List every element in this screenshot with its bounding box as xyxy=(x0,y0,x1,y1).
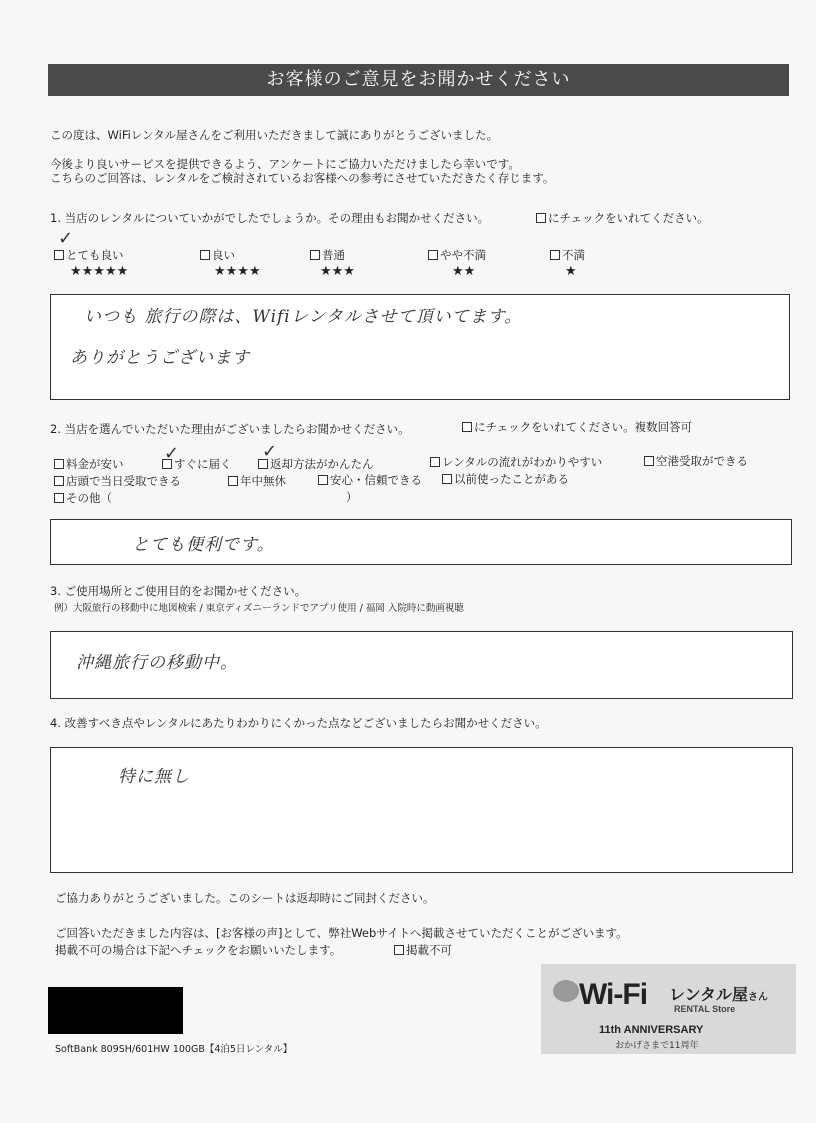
q2-option-other[interactable]: その他（ xyxy=(54,491,112,506)
intro-line-2: 今後より良いサービスを提供できるよう、アンケートにご協力いただけましたら幸いです。 xyxy=(50,157,520,171)
checkbox[interactable] xyxy=(442,474,452,484)
mascot-icon xyxy=(553,980,579,1002)
logo-sub-text: おかげさまで11周年 xyxy=(615,1041,699,1051)
intro-line-1: この度は、WiFiレンタル屋さんをご利用いただきまして誠にありがとうございました。 xyxy=(50,128,499,142)
q1-option-slightly-unsatisfied[interactable]: やや不満 xyxy=(428,248,486,263)
q2-option-used-before[interactable]: 以前使ったことがある xyxy=(442,472,569,487)
stars-4: ★★★★ xyxy=(214,264,261,279)
checkmark-icon: ✓ xyxy=(58,228,74,249)
checkbox[interactable] xyxy=(54,250,64,260)
q2-instruction: にチェックをいれてください。複数回答可 xyxy=(462,420,692,435)
checkbox[interactable] xyxy=(310,250,320,260)
footer-thanks: ご協力ありがとうございました。このシートは返却時にご同封ください。 xyxy=(55,891,435,905)
q2-option-reliable[interactable]: 安心・信頼できる xyxy=(318,473,422,488)
logo-anniversary-text: 11th ANNIVERSARY xyxy=(599,1024,704,1036)
checkbox[interactable] xyxy=(54,476,64,486)
q2-other-close: ） xyxy=(346,490,358,504)
stars-5: ★★★★★ xyxy=(70,264,129,279)
logo-wifi-text: Wi-Fi xyxy=(579,978,648,1011)
checkbox[interactable] xyxy=(394,945,404,955)
stars-1: ★ xyxy=(565,264,577,279)
logo-store-text: RENTAL Store xyxy=(674,1004,736,1014)
stars-2: ★★ xyxy=(452,264,476,279)
q4-answer: 特に無し xyxy=(118,767,190,787)
checkbox[interactable] xyxy=(644,456,654,466)
q2-answer: とても便利です。 xyxy=(132,535,275,555)
q2-option-cheap[interactable]: 料金が安い xyxy=(54,457,124,472)
checkmark-icon: ✓ xyxy=(262,441,278,462)
checkbox[interactable] xyxy=(318,475,328,485)
q2-option-open-all-year[interactable]: 年中無休 xyxy=(228,474,286,489)
q1-option-good[interactable]: 良い xyxy=(200,248,235,263)
q1-instruction: にチェックをいれてください。 xyxy=(536,211,709,226)
q2-option-same-day-store[interactable]: 店頭で当日受取できる xyxy=(54,474,181,489)
logo-rental-text: レンタル屋さん xyxy=(669,985,768,1004)
q2-question: 2. 当店を選んでいただいた理由がございましたらお聞かせください。 xyxy=(50,422,410,436)
q2-option-airport-pickup[interactable]: 空港受取ができる xyxy=(644,454,748,469)
q3-answer: 沖縄旅行の移動中。 xyxy=(76,653,238,673)
checkbox[interactable] xyxy=(200,250,210,260)
legend-checkbox xyxy=(536,213,546,223)
q2-option-fast-delivery[interactable]: すぐに届く xyxy=(162,457,232,472)
checkbox[interactable] xyxy=(54,459,64,469)
q3-question: 3. ご使用場所とご使用目的をお聞かせください。 xyxy=(50,584,307,598)
checkbox[interactable] xyxy=(430,457,440,467)
q2-option-easy-flow[interactable]: レンタルの流れがわかりやすい xyxy=(430,455,602,470)
checkbox[interactable] xyxy=(428,250,438,260)
checkmark-icon: ✓ xyxy=(164,443,180,464)
no-publish-option[interactable]: 掲載不可 xyxy=(394,943,452,958)
q1-option-unsatisfied[interactable]: 不満 xyxy=(550,248,585,263)
intro-line-3: こちらのご回答は、レンタルをご検討されているお客様への参考にさせていただきたく存じます。 xyxy=(50,171,555,185)
device-info: SoftBank 809SH/601HW 100GB【4泊5日レンタル】 xyxy=(55,1044,293,1055)
q2-option-easy-return[interactable]: 返却方法がかんたん xyxy=(258,457,374,472)
checkbox[interactable] xyxy=(228,476,238,486)
legend-checkbox xyxy=(462,422,472,432)
q1-answer-line-1: いつも 旅行の際は、Wifiレンタルさせて頂いてます。 xyxy=(84,307,523,327)
checkbox[interactable] xyxy=(54,493,64,503)
q1-option-very-good[interactable]: とても良い xyxy=(54,248,124,263)
q1-answer-line-2: ありがとうございます xyxy=(70,348,250,368)
footer-publish-line-2: 掲載不可の場合は下記へチェックをお願いいたします。 xyxy=(55,943,342,957)
q1-question: 1. 当店のレンタルについていかがでしたでしょうか。その理由もお聞かせください。 xyxy=(50,211,490,225)
redacted-block xyxy=(48,987,183,1034)
stars-3: ★★★ xyxy=(320,264,355,279)
checkbox[interactable] xyxy=(550,250,560,260)
survey-title: お客様のご意見をお聞かせください xyxy=(48,64,789,96)
q3-example: 例）大阪旅行の移動中に地図検索 / 東京ディズニーランドでアプリ使用 / 福岡 入院時に動画視聴 xyxy=(54,603,464,614)
q1-option-normal[interactable]: 普通 xyxy=(310,248,345,263)
q4-question: 4. 改善すべき点やレンタルにあたりわかりにくかった点などございましたらお聞かせください。 xyxy=(50,716,547,730)
company-logo xyxy=(541,964,796,1054)
footer-publish-line-1: ご回答いただきました内容は、[お客様の声]として、弊社Webサイトへ掲載させていただくことがございます。 xyxy=(55,926,628,940)
